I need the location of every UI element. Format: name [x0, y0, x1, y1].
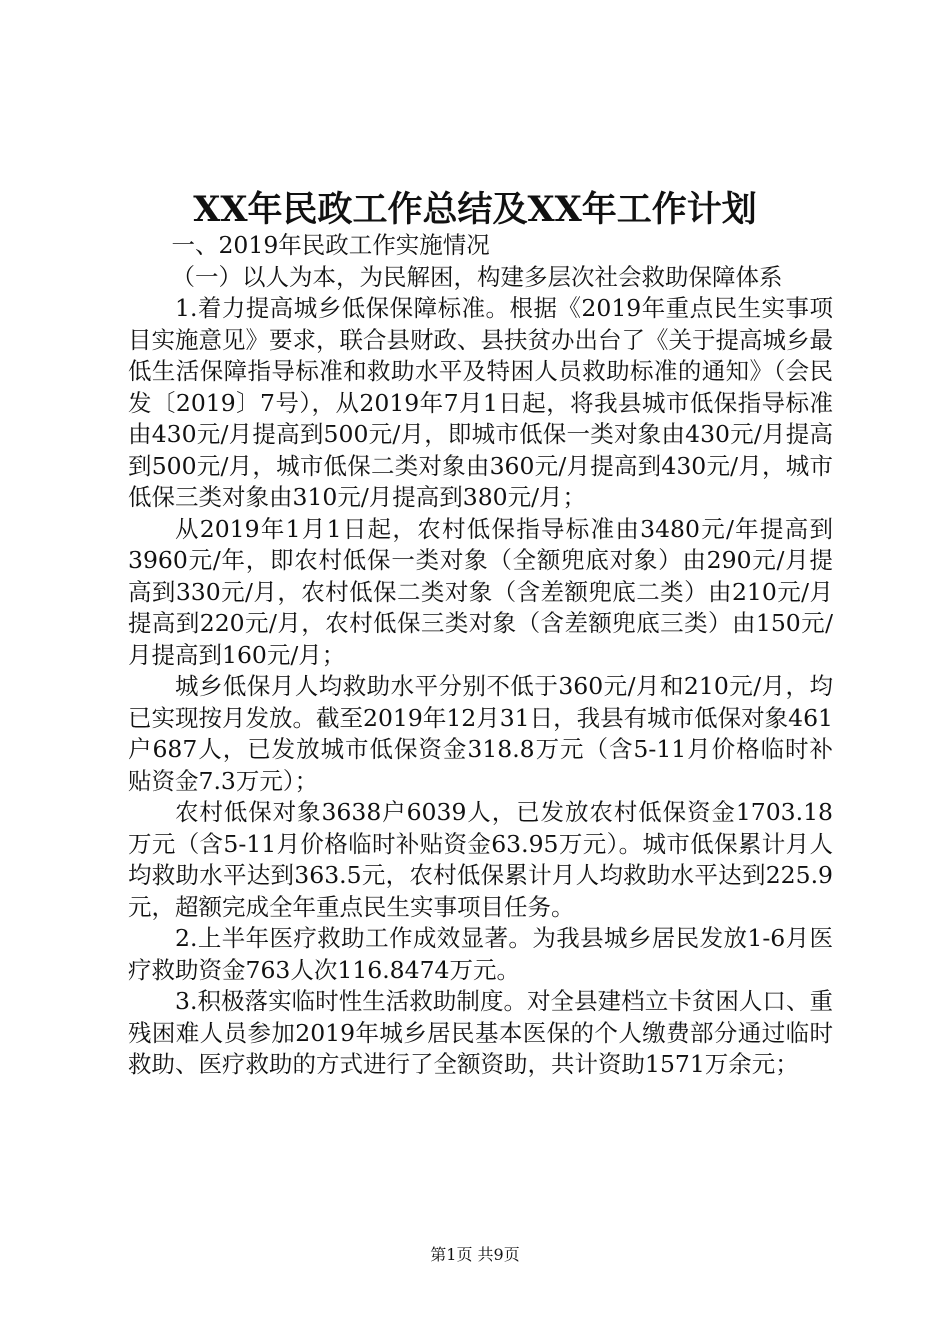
document-body [128, 230, 833, 1081]
paragraph: 从2019年1月1日起，农村低保指导标准由3480元/年提高到3960元/年，即农村低保一类对象（全额兜底对象）由290元/月提高到330元/月，农村低保二类对象（含差额兜底二类）由210元/月提高到220元/月，农村低保三类对象（含差额兜底三类）由150元/月提高到160元/月； [128, 514, 833, 669]
section-heading: 一、2019年民政工作实施情况 [171, 231, 490, 259]
paragraph: 1.着力提高城乡低保保障标准。根据《2019年重点民生实事项目实施意见》要求，联合县财政、县扶贫办出台了《关于提高城乡最低生活保障指导标准和救助水平及特困人员救助标准的通知》（会民发〔2019〕7号），从2019年7月1日起，将我县城市低保指导标准由430元/月提高到500元/月，即城市低保一类对象由430元/月提高到500元/月，城市低保二类对象由360元/月提高到430元/月，城市低保三类对象由310元/月提高到380元/月； [128, 294, 833, 511]
page-footer: 第1页 共9页 [430, 1245, 520, 1264]
document-title: XX年民政工作总结及XX年工作计划 [193, 189, 757, 230]
paragraph: 农村低保对象3638户6039人，已发放农村低保资金1703.18万元（含5-11月价格临时补贴资金63.95万元）。城市低保累计月人均救助水平达到363.5元，农村低保累计月人均救助水平达到225.9元，超额完成全年重点民生实事项目任务。 [128, 798, 833, 921]
paragraph: 2.上半年医疗救助工作成效显著。为我县城乡居民发放1-6月医疗救助资金763人次116.8474万元。 [128, 924, 833, 984]
paragraph: 城乡低保月人均救助水平分别不低于360元/月和210元/月，均已实现按月发放。截至2019年12月31日，我县有城市低保对象461户687人，已发放城市低保资金318.8万元（含5-11月价格临时补贴资金7.3万元）； [128, 672, 833, 795]
subsection-heading: （一）以人为本，为民解困，构建多层次社会救助保障体系 [171, 262, 783, 291]
paragraph: 3.积极落实临时性生活救助制度。对全县建档立卡贫困人口、重残困难人员参加2019年城乡居民基本医保的个人缴费部分通过临时救助、医疗救助的方式进行了全额资助，共计资助1571万余元； [128, 987, 833, 1078]
